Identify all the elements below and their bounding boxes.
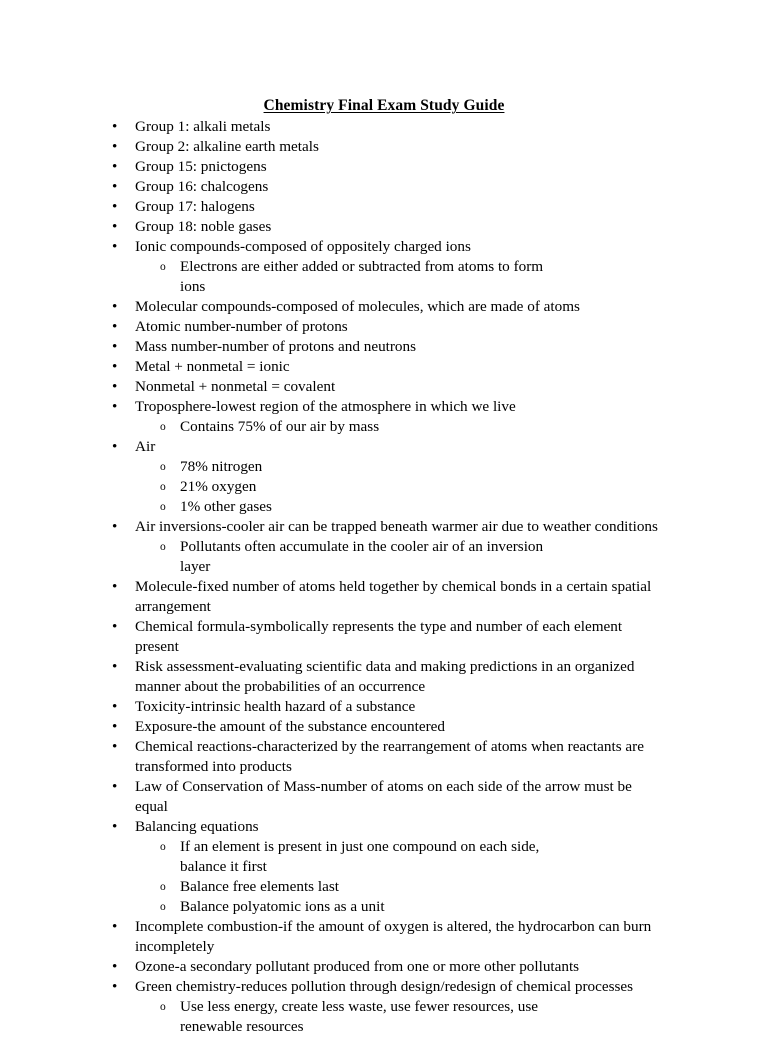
- sub-list-item: [135, 257, 668, 297]
- list-item-label: Incomplete combustion-if the amount of oxygen is altered, the hydrocarbon can burn incompletely: [135, 918, 652, 955]
- bullet-icon: •: [112, 358, 118, 375]
- list-item-label: Mass number-number of protons and neutrons: [135, 338, 417, 355]
- bullet-icon: •: [112, 958, 118, 975]
- sub-bullet-list: [135, 837, 668, 917]
- list-item-label: Green chemistry-reduces pollution through design/redesign of chemical processes: [135, 978, 634, 995]
- list-item: [0, 237, 768, 297]
- sub-list-item-label: Balance polyatomic ions as a unit: [180, 898, 385, 915]
- sub-bullet-list: [135, 457, 668, 517]
- list-item-label: Risk assessment-evaluating scientific data and making predictions in an organized manner about the probabilities of an occurrence: [135, 658, 635, 695]
- bullet-icon: •: [112, 378, 118, 395]
- bullet-list: [0, 117, 768, 1037]
- list-item-label: Ionic compounds-composed of oppositely charged ions: [135, 238, 471, 255]
- bullet-icon: •: [112, 698, 118, 715]
- list-item: [0, 177, 768, 197]
- bullet-icon: •: [112, 658, 118, 675]
- list-item: [0, 917, 768, 957]
- list-item: [0, 697, 768, 717]
- sub-bullet-icon: o: [160, 501, 166, 513]
- list-item: [0, 717, 768, 737]
- list-item: [0, 517, 768, 577]
- sub-list-item: [135, 837, 668, 877]
- sub-bullet-icon: o: [160, 541, 166, 553]
- sub-bullet-icon: o: [160, 261, 166, 273]
- list-item: [0, 617, 768, 657]
- sub-list-item-label: If an element is present in just one compound on each side, balance it first: [180, 838, 540, 875]
- bullet-icon: •: [112, 778, 118, 795]
- bullet-icon: •: [112, 318, 118, 335]
- list-item: [0, 117, 768, 137]
- bullet-icon: •: [112, 198, 118, 215]
- list-item: [0, 977, 768, 1037]
- sub-list-item-label: 78% nitrogen: [180, 458, 263, 475]
- bullet-icon: •: [112, 918, 118, 935]
- list-item-label: Ozone-a secondary pollutant produced from one or more other pollutants: [135, 958, 580, 975]
- sub-list-item-label: Contains 75% of our air by mass: [180, 418, 380, 435]
- list-item-label: Law of Conservation of Mass-number of atoms on each side of the arrow must be equal: [135, 778, 632, 815]
- bullet-icon: •: [112, 438, 118, 455]
- sub-bullet-icon: o: [160, 481, 166, 493]
- bullet-icon: •: [112, 338, 118, 355]
- bullet-icon: •: [112, 178, 118, 195]
- list-item-label: Molecule-fixed number of atoms held together by chemical bonds in a certain spatial arrangement: [135, 578, 652, 615]
- list-item-label: Atomic number-number of protons: [135, 318, 348, 335]
- sub-list-item: [135, 497, 668, 517]
- list-item: [0, 437, 768, 517]
- list-item-label: Group 16: chalcogens: [135, 178, 269, 195]
- list-item: [0, 217, 768, 237]
- sub-list-item: [135, 457, 668, 477]
- list-item-label: Molecular compounds-composed of molecules, which are made of atoms: [135, 298, 580, 315]
- bullet-icon: •: [112, 718, 118, 735]
- bullet-icon: •: [112, 118, 118, 135]
- list-item-label: Group 2: alkaline earth metals: [135, 138, 319, 155]
- list-item-label: Air: [135, 438, 156, 455]
- list-item: [0, 317, 768, 337]
- sub-list-item: [135, 997, 668, 1037]
- list-item-label: Chemical reactions-characterized by the rearrangement of atoms when reactants are transformed into products: [135, 738, 644, 775]
- list-item: [0, 657, 768, 697]
- bullet-icon: •: [112, 158, 118, 175]
- sub-list-item-label: Pollutants often accumulate in the cooler air of an inversion layer: [180, 538, 544, 575]
- sub-list-item-label: Use less energy, create less waste, use fewer resources, use renewable resources: [180, 998, 539, 1035]
- bullet-icon: •: [112, 238, 118, 255]
- bullet-icon: •: [112, 818, 118, 835]
- list-item: [0, 157, 768, 177]
- list-item: [0, 377, 768, 397]
- sub-list-item-label: Balance free elements last: [180, 878, 339, 895]
- bullet-icon: •: [112, 978, 118, 995]
- sub-bullet-list: [135, 417, 668, 437]
- sub-bullet-list: [135, 997, 668, 1037]
- sub-list-item: [135, 537, 668, 577]
- sub-bullet-list: [135, 537, 668, 577]
- study-guide-outline: [0, 117, 768, 1037]
- sub-bullet-list: [135, 257, 668, 297]
- bullet-icon: •: [112, 738, 118, 755]
- list-item: [0, 957, 768, 977]
- sub-list-item: [135, 877, 668, 897]
- list-item-label: Group 15: pnictogens: [135, 158, 267, 175]
- list-item: [0, 357, 768, 377]
- bullet-icon: •: [112, 518, 118, 535]
- list-item-label: Group 1: alkali metals: [135, 118, 271, 135]
- list-item-label: Group 17: halogens: [135, 198, 255, 215]
- bullet-icon: •: [112, 138, 118, 155]
- list-item-label: Chemical formula-symbolically represents the type and number of each element present: [135, 618, 623, 655]
- list-item-label: Air inversions-cooler air can be trapped beneath warmer air due to weather conditions: [135, 518, 658, 535]
- list-item: [0, 817, 768, 917]
- bullet-icon: •: [112, 618, 118, 635]
- list-item-label: Group 18: noble gases: [135, 218, 272, 235]
- sub-bullet-icon: o: [160, 881, 166, 893]
- sub-bullet-icon: o: [160, 901, 166, 913]
- list-item: [0, 737, 768, 777]
- list-item-label: Troposphere-lowest region of the atmosphere in which we live: [135, 398, 516, 415]
- sub-list-item-label: Electrons are either added or subtracted from atoms to form ions: [180, 258, 544, 295]
- sub-list-item-label: 1% other gases: [180, 498, 272, 515]
- page-title-text: Chemistry Final Exam Study Guide: [263, 97, 505, 115]
- sub-list-item-label: 21% oxygen: [180, 478, 257, 495]
- list-item-label: Metal + nonmetal = ionic: [135, 358, 290, 375]
- bullet-icon: •: [112, 218, 118, 235]
- bullet-icon: •: [112, 578, 118, 595]
- list-item: [0, 777, 768, 817]
- bullet-icon: •: [112, 298, 118, 315]
- list-item: [0, 577, 768, 617]
- sub-bullet-icon: o: [160, 1001, 166, 1013]
- sub-bullet-icon: o: [160, 841, 166, 853]
- list-item: [0, 337, 768, 357]
- list-item-label: Toxicity-intrinsic health hazard of a substance: [135, 698, 416, 715]
- list-item: [0, 197, 768, 217]
- bullet-icon: •: [112, 398, 118, 415]
- list-item-label: Balancing equations: [135, 818, 259, 835]
- sub-bullet-icon: o: [160, 461, 166, 473]
- sub-bullet-icon: o: [160, 421, 166, 433]
- page-title: [0, 96, 768, 116]
- sub-list-item: [135, 417, 668, 437]
- list-item-label: Exposure-the amount of the substance encountered: [135, 718, 445, 735]
- list-item-label: Nonmetal + nonmetal = covalent: [135, 378, 336, 395]
- list-item: [0, 137, 768, 157]
- list-item: [0, 297, 768, 317]
- sub-list-item: [135, 477, 668, 497]
- sub-list-item: [135, 897, 668, 917]
- list-item: [0, 397, 768, 437]
